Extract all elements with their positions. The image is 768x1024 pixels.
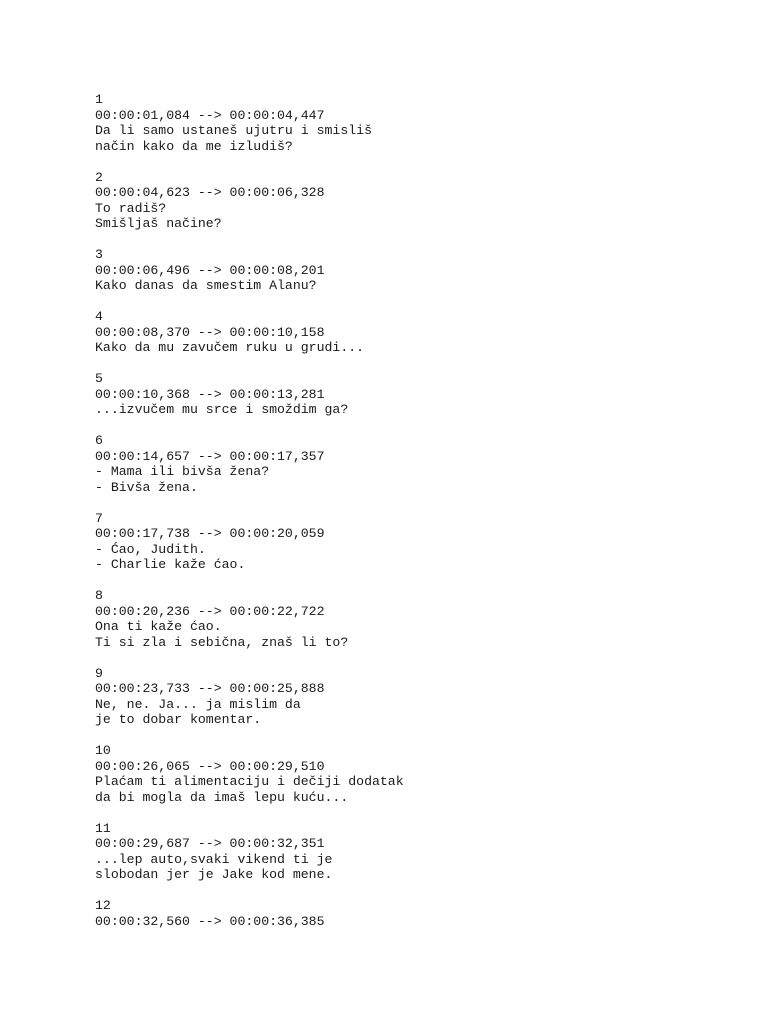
cue-index: 2 — [95, 169, 103, 185]
subtitle-cue-7 — [95, 511, 404, 573]
cue-index: 1 — [95, 92, 103, 107]
subtitle-cue-2 — [95, 170, 404, 232]
cue-index: 8 — [95, 588, 103, 603]
cue-text-line: ...izvučem mu srce i smoždim ga? — [95, 402, 349, 417]
cue-text-line: da bi mogla da imaš lepu kuću... — [95, 789, 349, 805]
cue-timing: 00:00:04,623 --> 00:00:06,328 — [95, 185, 325, 200]
cue-index: 7 — [95, 510, 103, 526]
cue-text-line: Ne, ne. Ja... ja mislim da — [95, 696, 301, 712]
cue-index: 6 — [95, 433, 103, 448]
cue-text-line: To radiš? — [95, 200, 167, 216]
cue-text-line: Plaćam ti alimentaciju i dečiji dodatak — [95, 774, 404, 789]
cue-text-line: Kako danas da smestim Alanu? — [95, 278, 317, 293]
subtitle-cue-11 — [95, 821, 404, 883]
cue-timing: 00:00:14,657 --> 00:00:17,357 — [95, 448, 325, 464]
cue-text-line: - Ćao, Judith. — [95, 541, 206, 557]
subtitle-cue-6 — [95, 433, 404, 495]
cue-text-line: način kako da me izludiš? — [95, 138, 293, 154]
cue-text-line: - Charlie kaže ćao. — [95, 557, 246, 572]
subtitle-document — [95, 92, 404, 945]
subtitle-cue-3 — [95, 247, 404, 294]
cue-index: 5 — [95, 371, 103, 386]
cue-index: 3 — [95, 247, 103, 262]
cue-index: 11 — [95, 820, 111, 836]
cue-text-line: Da li samo ustaneš ujutru i smisliš — [95, 123, 372, 138]
cue-text-line: Kako da mu zavučem ruku u grudi... — [95, 340, 365, 355]
subtitle-cue-1 — [95, 92, 404, 154]
subtitle-cue-10 — [95, 743, 404, 805]
cue-index: 10 — [95, 743, 111, 758]
cue-text-line: je to dobar komentar. — [95, 712, 262, 727]
cue-index: 4 — [95, 309, 103, 324]
cue-timing: 00:00:06,496 --> 00:00:08,201 — [95, 262, 325, 278]
cue-text-line: - Bivša žena. — [95, 479, 198, 495]
cue-timing: 00:00:08,370 --> 00:00:10,158 — [95, 324, 325, 340]
cue-timing: 00:00:10,368 --> 00:00:13,281 — [95, 386, 325, 402]
cue-index: 12 — [95, 898, 111, 913]
subtitle-cue-4 — [95, 309, 404, 356]
cue-text-line: Ti si zla i sebična, znaš li to? — [95, 634, 349, 650]
cue-timing: 00:00:29,687 --> 00:00:32,351 — [95, 836, 325, 851]
subtitle-cue-9 — [95, 666, 404, 728]
cue-text-line: slobodan jer je Jake kod mene. — [95, 867, 333, 882]
cue-text-line: ...lep auto,svaki vikend ti je — [95, 851, 333, 867]
cue-index: 9 — [95, 665, 103, 681]
cue-timing: 00:00:23,733 --> 00:00:25,888 — [95, 681, 325, 696]
cue-text-line: - Mama ili bivša žena? — [95, 464, 270, 479]
cue-timing: 00:00:32,560 --> 00:00:36,385 — [95, 913, 325, 929]
cue-timing: 00:00:01,084 --> 00:00:04,447 — [95, 107, 325, 123]
subtitle-cue-5 — [95, 371, 404, 418]
cue-timing: 00:00:26,065 --> 00:00:29,510 — [95, 758, 325, 774]
cue-text-line: Ona ti kaže ćao. — [95, 619, 222, 634]
subtitle-cue-8 — [95, 588, 404, 650]
cue-timing: 00:00:17,738 --> 00:00:20,059 — [95, 526, 325, 541]
subtitle-cue-12 — [95, 898, 404, 929]
cue-timing: 00:00:20,236 --> 00:00:22,722 — [95, 603, 325, 619]
cue-text-line: Smišljaš načine? — [95, 216, 222, 231]
